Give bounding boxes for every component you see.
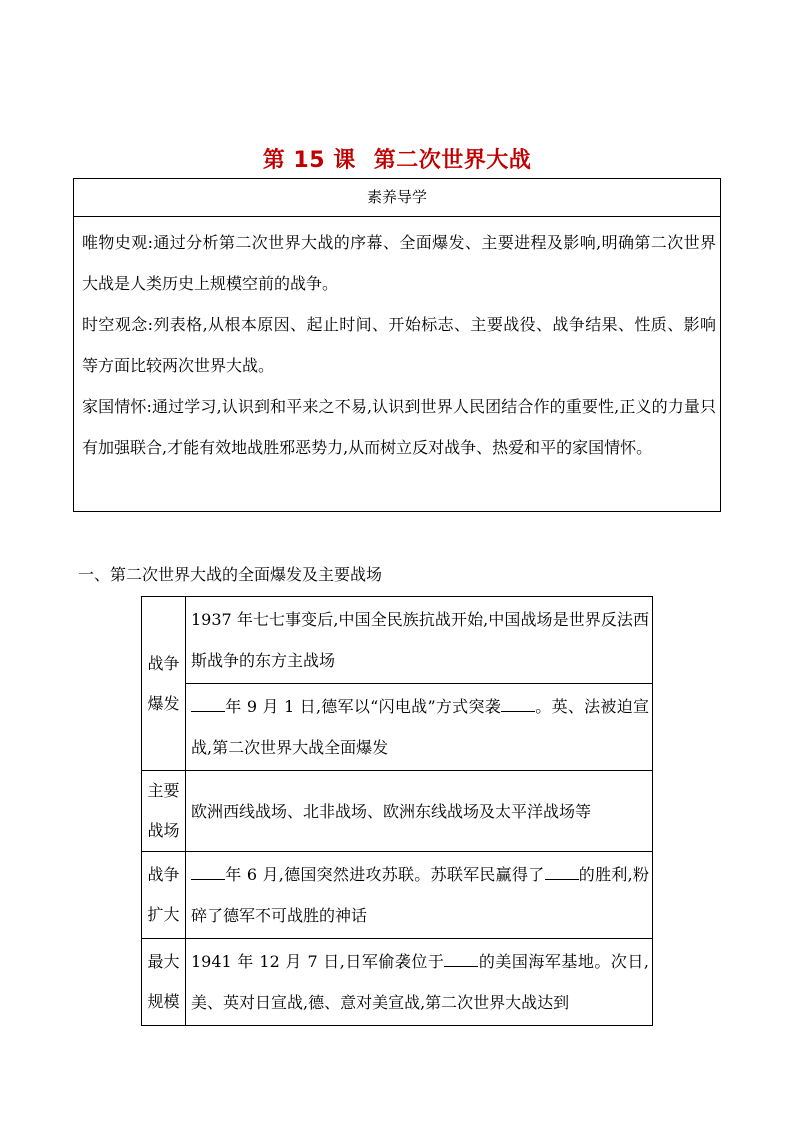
row-label-outbreak: 战争爆发	[142, 597, 186, 771]
literacy-guide-body	[74, 217, 720, 468]
ww2-table	[141, 596, 653, 1026]
table-cell	[186, 852, 653, 939]
lesson-name: 第二次世界大战	[373, 148, 532, 173]
lesson-number: 第 15 课	[262, 148, 356, 173]
page-title	[0, 143, 794, 174]
cell-text: 的胜利,粉碎了德军不可战胜的神话	[191, 865, 649, 925]
cell-text: 年 6 月,德国突然进攻苏联。苏联军民赢得了	[225, 865, 545, 884]
table-row	[142, 597, 653, 684]
paragraph-space-time: 时空观念:列表格,从根本原因、起止时间、开始标志、主要战役、战争结果、性质、影响等方面比较两次世界大战。	[82, 315, 716, 375]
fill-blank[interactable]	[191, 697, 225, 712]
row-label-main-fronts: 主要战场	[142, 771, 186, 852]
cell-text: 的美国海军基地。次日,美、英对日宣战,德、意对美宣战,第二次世界大战达到	[191, 952, 649, 1012]
cell-text: 1941 年 12 月 7 日,日军偷袭位于	[191, 952, 445, 971]
table-cell: 1937 年七七事变后,中国全民族抗战开始,中国战场是世界反法西斯战争的东方主战场	[186, 597, 653, 684]
fill-blank[interactable]	[444, 952, 478, 967]
row-label-expansion: 战争扩大	[142, 852, 186, 939]
paragraph-historical-materialism: 唯物史观:通过分析第二次世界大战的序幕、全面爆发、主要进程及影响,明确第二次世界大战是人类历史上规模空前的战争。	[82, 233, 716, 293]
literacy-guide-box	[73, 178, 721, 512]
cell-text: 年 9 月 1 日,德军以“闪电战”方式突袭	[225, 697, 502, 716]
section-heading: 一、第二次世界大战的全面爆发及主要战场	[78, 565, 383, 584]
fill-blank[interactable]	[191, 865, 225, 880]
table-row	[142, 939, 653, 1026]
table-row	[142, 852, 653, 939]
fill-blank[interactable]	[501, 697, 535, 712]
paragraph-patriotism: 家国情怀:通过学习,认识到和平来之不易,认识到世界人民团结合作的重要性,正义的力量只有加强联合,才能有效地战胜邪恶势力,从而树立反对战争、热爱和平的家国情怀。	[82, 397, 716, 457]
table-cell: 欧洲西线战场、北非战场、欧洲东线战场及太平洋战场等	[186, 771, 653, 852]
table-cell	[186, 684, 653, 771]
table-cell	[186, 939, 653, 1026]
row-label-max-scale: 最大规模	[142, 939, 186, 1026]
literacy-guide-heading: 素养导学	[74, 179, 720, 217]
cell-text: 。英、法被迫宣战,第二次世界大战全面爆发	[191, 697, 649, 757]
table-row	[142, 771, 653, 852]
table-row	[142, 684, 653, 771]
fill-blank[interactable]	[545, 865, 579, 880]
